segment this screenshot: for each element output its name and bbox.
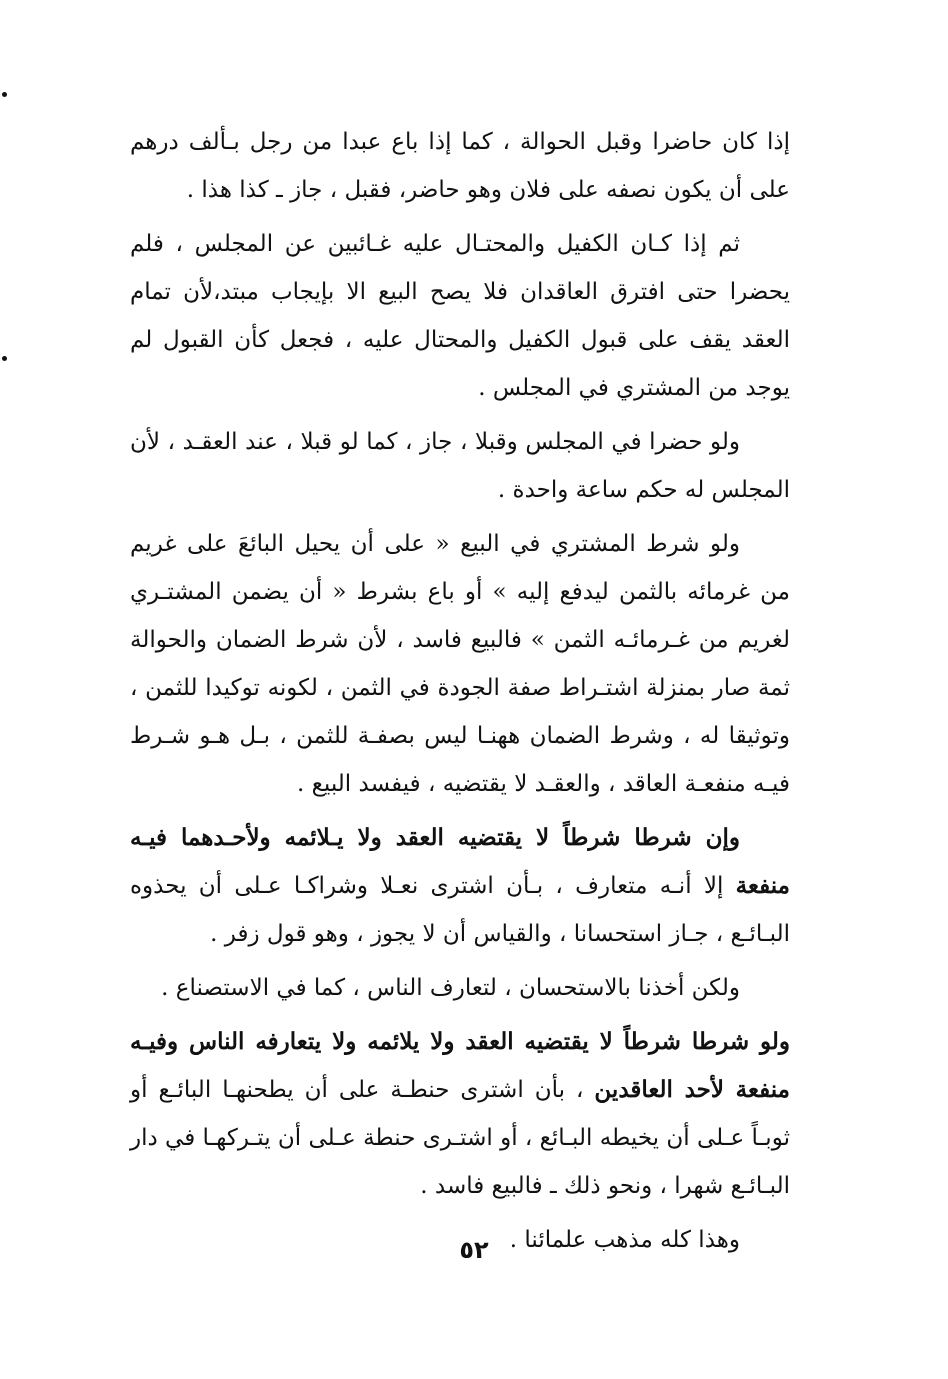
margin-mark-middle: [2, 356, 7, 361]
paragraph-5: [130, 814, 790, 958]
paragraph-5-text: إلا أنـه متعارف ، بـأن اشترى نعـلا وشراكـا عـلى أن يحذوه البـائـع ، جـاز استحسانا ، والقياس أن لا يجوز ، وهو قول زفر .: [130, 873, 790, 947]
paragraph-1: [130, 118, 790, 214]
paragraph-2-text: ثم إذا كـان الكفيل والمحتـال عليه غـائبين عن المجلس ، فلم يحضرا حتى افترق العاقدان فلا يصح البيع الا بإيجاب مبتد،لأن تمام العقد يقف على قبول الكفيل والمحتال عليه ، فجعل كأن القبول لم يوجد من المشتري في المجلس .: [130, 231, 790, 401]
paragraph-1-text: إذا كان حاضرا وقبل الحوالة ، كما إذا باع عبدا من رجل بـألف درهم على أن يكون نصفه على فلان وهو حاضر، فقبل ، جاز ـ كذا هذا .: [130, 129, 790, 203]
page-body: [130, 118, 790, 1270]
paragraph-5-bold-lead: وإن شرطا شرطاً لا يقتضيه العقد ولا يـلائمه ولأحـدهما فيـه منفعة: [130, 824, 790, 899]
paragraph-2: [130, 220, 790, 412]
paragraph-7-bold-lead: ولو شرطا شرطاً لا يقتضيه العقد ولا يلائمه ولا يتعارفه الناس وفيـه منفعة لأحد العاقدين: [130, 1028, 790, 1103]
paragraph-8-text: وهذا كله مذهب علمائنا .: [509, 1227, 740, 1253]
margin-mark-top: [2, 92, 7, 97]
paragraph-3: [130, 418, 790, 514]
paragraph-6: [130, 964, 790, 1012]
paragraph-4-text: ولو شرط المشتري في البيع « على أن يحيل البائعَ على غريم من غرمائه بالثمن ليدفع إليه » أو باع بشرط « أن يضمن المشتـري لغريم من غـرمائـه الثمن » فالبيع فاسد ، لأن شرط الضمان والحوالة ثمة صار بمنزلة اشتـراط صفة الجودة في الثمن ، لكونه توكيدا للثمن ، وتوثيقا له ، وشرط الضمان ههنـا ليس بصفـة للثمن ، بـل هـو شـرط فيـه منفعـة العاقد ، والعقـد لا يقتضيه ، فيفسد البيع .: [130, 531, 790, 797]
paragraph-7-text: ، بأن اشترى حنطـة على أن يطحنهـا البائـع أو ثوبـاً عـلى أن يخيطه البـائع ، أو اشتـرى حنطة عـلى أن يتـركهـا في دار البـائـع شهرا ، ونحو ذلك ـ فالبيع فاسد .: [130, 1077, 790, 1199]
paragraph-4: [130, 520, 790, 808]
paragraph-7: [130, 1018, 790, 1210]
paragraph-3-text: ولو حضرا في المجلس وقبلا ، جاز ، كما لو قبلا ، عند العقـد ، لأن المجلس له حكم ساعة واحدة .: [130, 429, 790, 503]
page-number: ٥٢: [459, 1236, 489, 1264]
paragraph-6-text: ولكن أخذنا بالاستحسان ، لتعارف الناس ، كما في الاستصناع .: [161, 975, 740, 1001]
